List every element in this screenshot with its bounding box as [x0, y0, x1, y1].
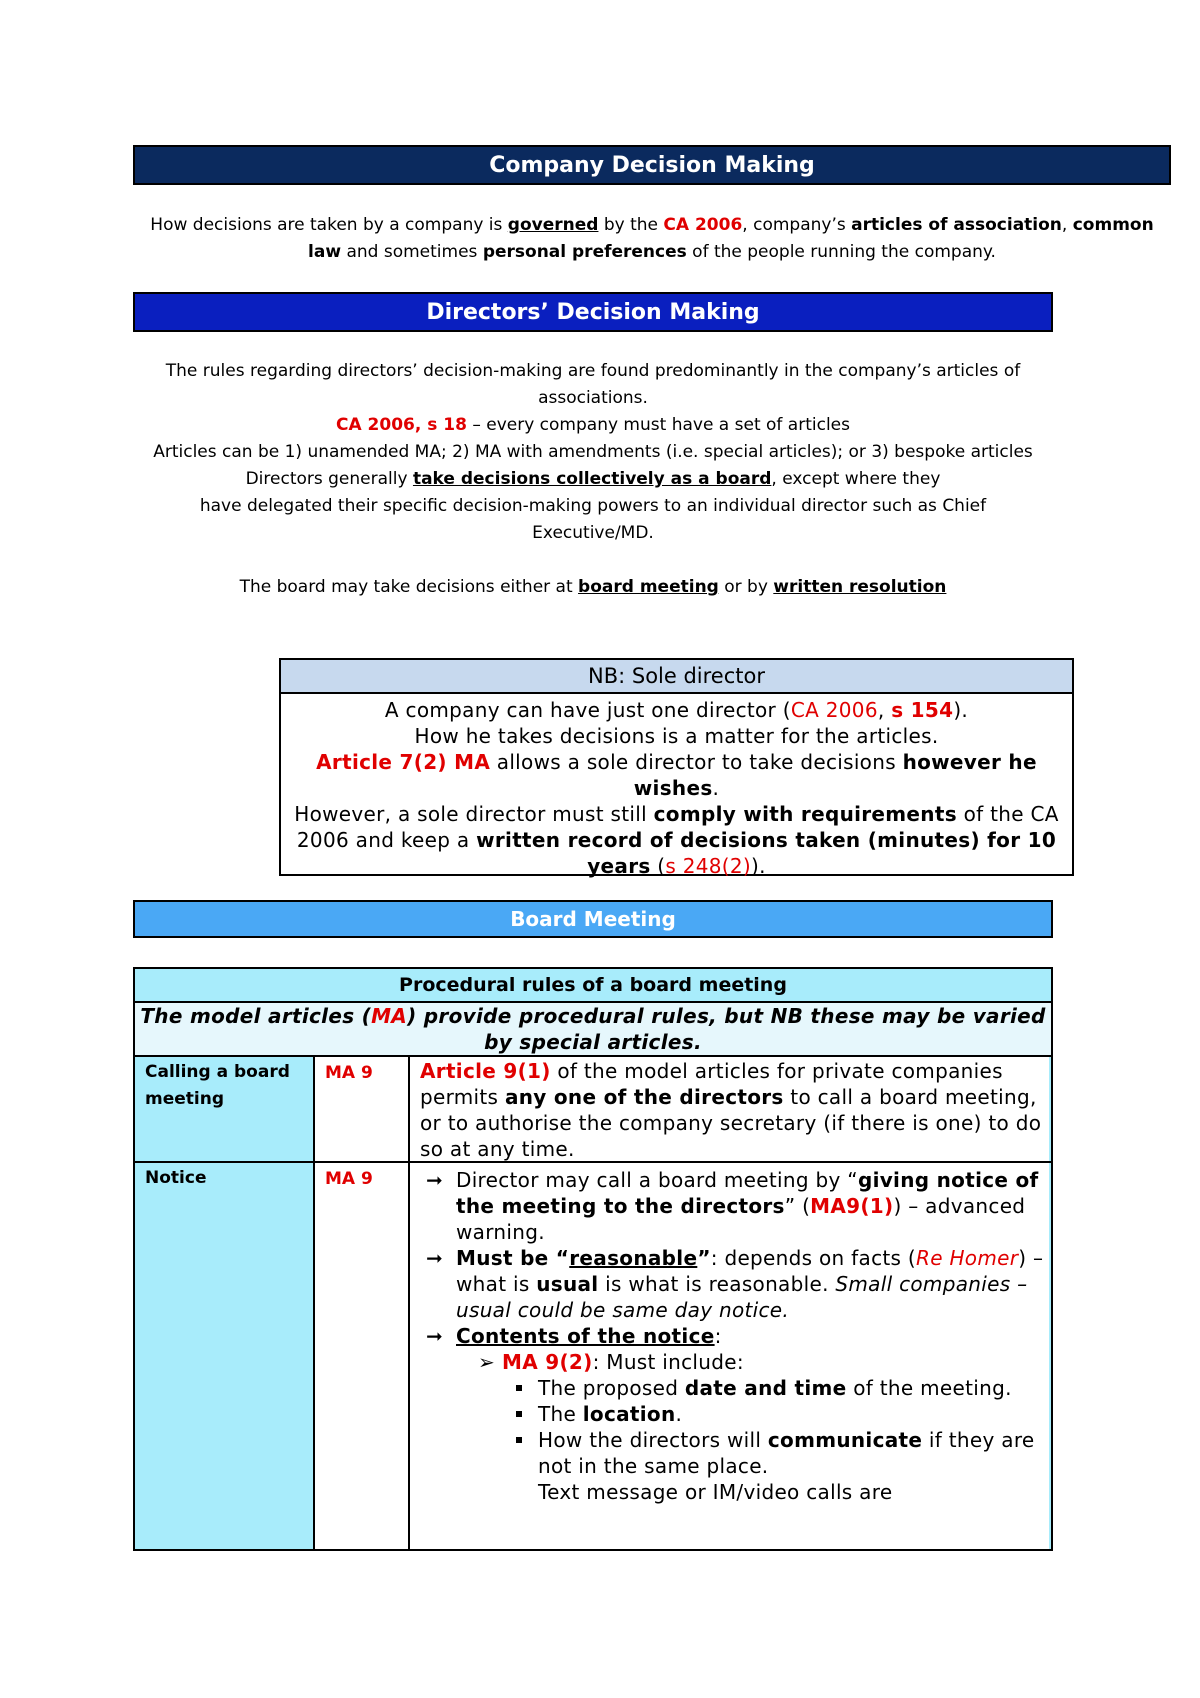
nb-text: of the CA 2006 and keep a [296, 802, 1059, 852]
intro-text: How decisions are taken by a company is [150, 215, 508, 235]
row-bold-text: location [582, 1402, 676, 1426]
written-resolution-term: written resolution [773, 577, 947, 597]
directors-paragraph [140, 358, 1046, 601]
nb-text: , [877, 698, 892, 722]
re-homer-case: Re Homer [916, 1246, 1019, 1270]
nb-bold-text: written record of decisions taken (minutes) for 10 years [476, 828, 1057, 878]
nb-text: ( [650, 854, 666, 878]
directors-p2 [140, 412, 1046, 439]
square-bullet-icon [516, 1411, 522, 1417]
row-text: to call a board meeting, or to authorise the company secretary (if there is one) to do so at any time. [420, 1085, 1042, 1161]
chevron-right-icon: ➢ [478, 1350, 496, 1374]
nb-line [281, 801, 1072, 879]
nb-line: How he takes decisions is a matter for the articles. [414, 724, 939, 748]
intro-text: of the people running the company. [686, 242, 996, 262]
directors-decision-making-heading [133, 292, 1053, 332]
collective-board-phrase: take decisions collectively as a board [412, 469, 772, 489]
intro-text: by the [598, 215, 664, 235]
arrow-right-icon: ➞ [426, 1324, 444, 1348]
square-bullet-icon [516, 1437, 522, 1443]
ca-s18-ref: CA 2006, s 18 [336, 415, 467, 435]
nb-text: ). [751, 854, 766, 878]
row-text: of the meeting. [846, 1376, 1012, 1400]
article-9-1-ref: Article 9(1) [420, 1059, 551, 1083]
board-meeting-heading [133, 900, 1053, 938]
row-text: if they are not in the same place. [538, 1428, 1035, 1478]
directors-p1: The rules regarding directors’ decision-making are found predominantly in the company’s articles of associations. [165, 361, 1021, 408]
nb-article-ref: Article 7(2) MA [316, 750, 491, 774]
square-bullet-icon [516, 1385, 522, 1391]
procedural-rules-table [133, 967, 1053, 1551]
directors-p4-text: Directors generally [245, 469, 413, 489]
nb-s248-ref: s 248(2) [665, 854, 752, 878]
row-text: ” ( [784, 1194, 811, 1218]
list-item [420, 1323, 1049, 1349]
row-text: How the directors will [538, 1428, 768, 1452]
intro-paragraph [133, 212, 1171, 266]
row-label-calling: Calling a board meeting [145, 1062, 290, 1109]
directors-p6 [140, 574, 1046, 601]
row-bold-text: usual [536, 1272, 599, 1296]
directors-p6-text: The board may take decisions either at [239, 577, 579, 597]
sub-sub-list-item [420, 1375, 1049, 1401]
row-content-calling [410, 1057, 1049, 1161]
directors-p3: Articles can be 1) unamended MA; 2) MA with amendments (i.e. special articles); or 3) bespoke articles [153, 442, 1033, 462]
sub-sub-list-item [420, 1401, 1049, 1427]
intro-ca-2006: CA 2006 [663, 215, 743, 235]
nb-box-body [281, 694, 1072, 879]
nb-line [281, 749, 1072, 801]
nb-line [281, 697, 1072, 723]
directors-p2-text: – every company must have a set of articles [466, 415, 850, 435]
row-text: ) – advanced warning. [456, 1194, 1026, 1244]
nb-box-title: NB: Sole director [281, 660, 1072, 694]
row-content-notice [410, 1163, 1049, 1549]
row-bold-text: date and time [684, 1376, 847, 1400]
row-bold-text: Must be “ [456, 1246, 570, 1270]
row-label-notice: Notice [145, 1168, 207, 1188]
row-text: is what is reasonable. [598, 1272, 836, 1296]
heading-text: Company Decision Making [489, 152, 815, 178]
row-ref-notice: MA 9 [325, 1169, 373, 1189]
nb-text: allows a sole director to take decisions [490, 750, 903, 774]
ma9-2-ref: MA 9(2) [502, 1350, 593, 1374]
nb-bold-text: comply with requirements [653, 802, 957, 826]
row-text: The proposed [538, 1376, 685, 1400]
table-header: Procedural rules of a board meeting [135, 969, 1051, 1003]
nb-s154-ref: s 154 [891, 698, 954, 722]
sub-text: ) provide procedural rules, but NB these may be varied by special articles. [407, 1004, 1046, 1054]
nb-text: . [712, 776, 720, 800]
row-bold-text: giving notice of the meeting to the directors [456, 1168, 1039, 1218]
sub-ma-ref: MA [371, 1004, 408, 1028]
row-text: The [538, 1402, 583, 1426]
intro-common-law: common law [308, 215, 1154, 262]
row-text: : [714, 1324, 722, 1348]
heading-text: Directors’ Decision Making [426, 299, 760, 325]
nb-text: A company can have just one director ( [384, 698, 791, 722]
directors-p6-text: or by [718, 577, 774, 597]
intro-personal-preferences: personal preferences [482, 242, 687, 262]
intro-text: and sometimes [341, 242, 483, 262]
row-text: of the model articles for private companies permits [420, 1059, 1003, 1109]
row-text: . [675, 1402, 683, 1426]
directors-p4 [140, 466, 1046, 493]
intro-text: , company’s [742, 215, 852, 235]
row-ref-calling: MA 9 [325, 1063, 373, 1083]
list-item [420, 1245, 1049, 1323]
sub-sub-list-item [420, 1427, 1049, 1479]
row-text: : Must include: [592, 1350, 744, 1374]
directors-p4-text: , except where they [771, 469, 941, 489]
nb-text: ). [953, 698, 969, 722]
directors-p5: have delegated their specific decision-making powers to an individual director such as Chief Executive/MD. [199, 496, 987, 543]
contents-of-notice-term: Contents of the notice [456, 1324, 715, 1348]
row-bold-text: any one of the directors [504, 1085, 784, 1109]
table-subheader [135, 1003, 1051, 1057]
nb-sole-director-box [279, 658, 1074, 876]
intro-text: , [1061, 215, 1073, 235]
row-bold-text: communicate [767, 1428, 923, 1452]
nb-ca-ref: CA 2006 [790, 698, 878, 722]
ma9-1-ref: MA9(1) [810, 1194, 894, 1218]
company-decision-making-heading [133, 145, 1171, 185]
row-text: : depends on facts ( [710, 1246, 916, 1270]
row-text: ) – what is [456, 1246, 1044, 1296]
reasonable-term: reasonable [569, 1246, 698, 1270]
intro-articles: articles of association [851, 215, 1062, 235]
continuation-line: Text message or IM/video calls are [538, 1480, 893, 1504]
sub-list-item [420, 1349, 1049, 1375]
board-meeting-term: board meeting [578, 577, 719, 597]
ref-cell [315, 1163, 410, 1549]
heading-text: Board Meeting [510, 907, 676, 931]
nb-text: However, a sole director must still [294, 802, 654, 826]
list-item [420, 1167, 1049, 1245]
row-bold-text: ” [697, 1246, 711, 1270]
nb-bold-text: however he wishes [633, 750, 1037, 800]
sub-text: The model articles ( [140, 1004, 372, 1028]
arrow-right-icon: ➞ [426, 1168, 444, 1192]
row-text: Director may call a board meeting by “ [456, 1168, 858, 1192]
row-italic-text: Small companies – usual could be same day notice. [456, 1272, 1028, 1322]
intro-governed: governed [507, 215, 599, 235]
arrow-right-icon: ➞ [426, 1246, 444, 1270]
